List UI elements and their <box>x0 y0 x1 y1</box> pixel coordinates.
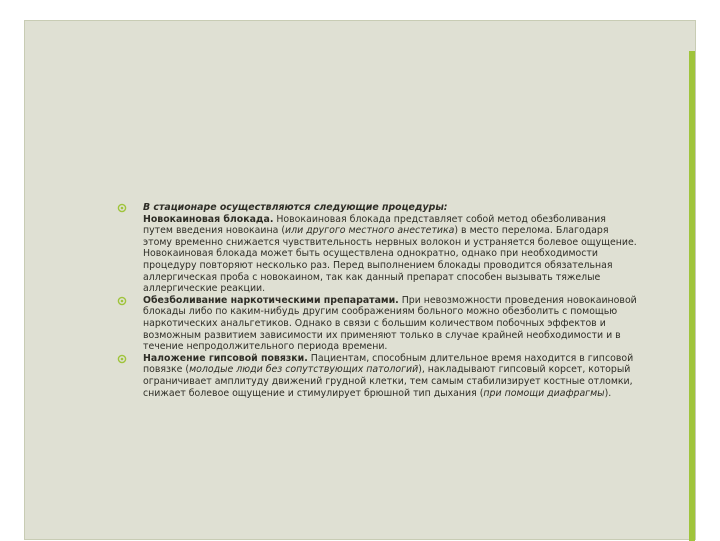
bullet-list <box>117 202 637 399</box>
bullet-ring-icon <box>117 354 127 364</box>
list-item <box>117 353 637 399</box>
bullet-term: Новокаиновая блокада. <box>143 213 274 225</box>
bullet-body: ), накладывают гипсовый корсет, который ограничивает амплитуду движений грудной клетки, тем самым стабилизирует костные отломки, снижает болевое ощущение и стимулирует брюшной тип дыхания ( <box>143 364 633 399</box>
bullet-text <box>143 353 637 399</box>
slide <box>24 20 696 540</box>
accent-bar <box>689 51 695 541</box>
list-item <box>117 295 637 353</box>
bullet-emphasis: молодые люди без сопутствующих патологий <box>189 364 419 376</box>
bullet-term: Обезболивание наркотическими препаратами. <box>143 294 399 306</box>
bullet-body: При невозможности проведения новокаиновой блокады либо по каким-нибудь другим соображениям больного можно обезболить с помощью наркотических анальгетиков. Однако в связи с большим количеством побочных эффектов и возможным развитием зависимости их применяют только в случае крайней необходимости и в течение непродолжительного периода времени. <box>143 294 637 353</box>
bullet-body: ). <box>604 387 612 399</box>
bullet-emphasis: или другого местного анестетика <box>285 225 455 237</box>
bullet-body: Новокаиновая блокада представляет собой метод обезболивания путем введения новокаина ( <box>143 213 606 237</box>
bullet-body: ) в место перелома. Благодаря этому временно снижается чувствительность нервных волокон и устраняется болевое ощущение. Новокаиновая блокада может быть осуществлена однократно, однако при необходимости процедуру повторяют несколько раз. Перед выполнением блокады проводится обязательная аллергическая проба с новокаином, так как данный препарат способен вызывать тяжелые аллергические реакции. <box>143 225 637 295</box>
bullet-ring-icon <box>117 203 127 213</box>
bullet-text <box>143 202 637 295</box>
list-item <box>117 202 637 295</box>
bullet-term: Наложение гипсовой повязки. <box>143 352 308 364</box>
bullet-lead: В стационаре осуществляются следующие процедуры: <box>143 202 448 213</box>
bullet-ring-icon <box>117 296 127 306</box>
bullet-body: Пациентам, способным длительное время находится в гипсовой повязке ( <box>143 352 634 376</box>
bullet-emphasis: при помощи диафрагмы <box>483 387 605 399</box>
slide-content <box>117 202 637 432</box>
bullet-text <box>143 295 637 353</box>
